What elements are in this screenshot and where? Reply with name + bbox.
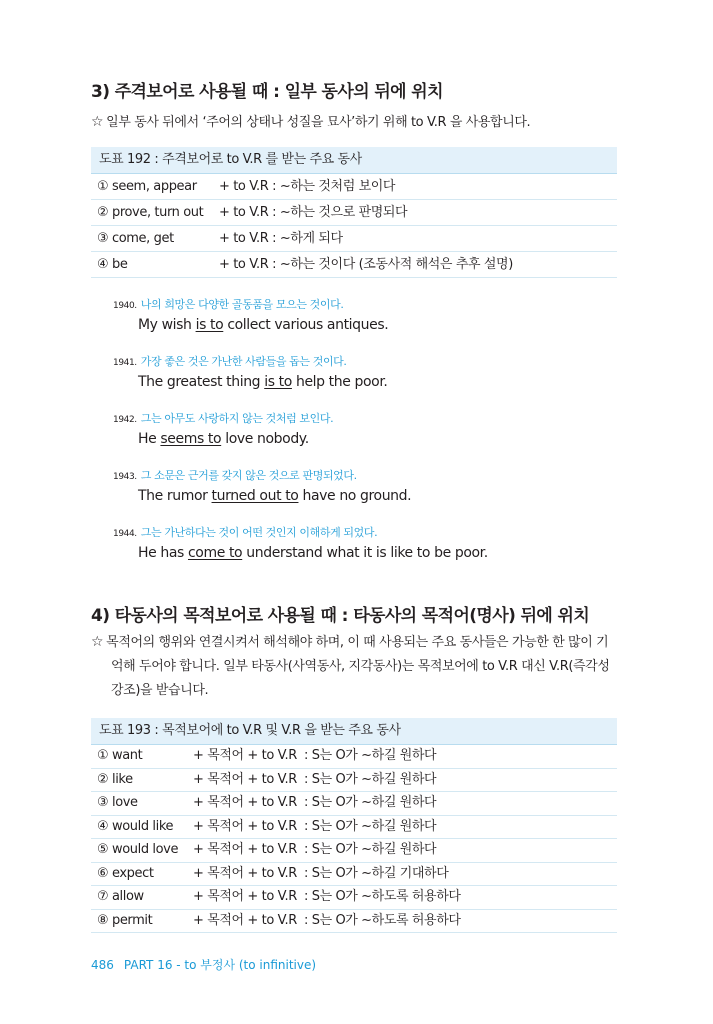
example-english-key: seems to <box>160 431 222 447</box>
table-row <box>91 886 617 910</box>
example-korean: 그는 아무도 사랑하지 않는 것처럼 보인다. <box>140 412 334 425</box>
verb-cell: ④ would like <box>97 818 174 834</box>
example-korean: 그 소문은 근거를 갖지 않은 것으로 판명되었다. <box>140 469 357 482</box>
verb-cell: ③ come, get <box>97 231 174 246</box>
example-english-post: love nobody. <box>221 431 309 447</box>
example-english-post: collect various antiques. <box>223 317 389 333</box>
example-english-post: help the poor. <box>291 374 388 390</box>
example-korean: 그는 가난하다는 것이 어떤 것인지 이해하게 되었다. <box>140 526 378 539</box>
pattern-cell: + 목적어 + to V.R <box>193 842 297 857</box>
example-english <box>138 545 613 561</box>
table-row <box>91 226 617 252</box>
meaning-cell: : S는 O가 ~하도록 허용하다 <box>304 889 461 904</box>
example-english-key: come to <box>188 545 243 561</box>
table-row <box>91 863 617 887</box>
meaning-cell: : S는 O가 ~하길 기대하다 <box>304 865 449 881</box>
verb-cell: ② prove, turn out <box>97 205 204 220</box>
verb-cell: ③ love <box>97 795 138 810</box>
table-row <box>91 910 617 934</box>
example-english-pre: My wish <box>138 317 196 333</box>
pattern-cell: + 목적어 + to V.R <box>193 748 297 763</box>
example-english-key: is to <box>195 317 224 333</box>
example-english-post: have no ground. <box>298 488 412 504</box>
pattern-cell: + 목적어 + to V.R <box>193 889 297 904</box>
verb-cell: ② like <box>97 771 133 787</box>
note-text: 일부 동사 뒤에서 ‘주어의 상태나 성질을 묘사’하기 위해 to V.R 을 사용합니다. <box>106 115 531 130</box>
verb-cell: ⑥ expect <box>97 865 154 881</box>
page-footer <box>91 956 316 973</box>
example-english <box>138 431 613 447</box>
verb-cell: ① seem, appear <box>97 179 197 194</box>
example-english <box>138 488 613 504</box>
note-line: 강조)을 받습니다. <box>111 683 209 698</box>
example-item <box>113 296 613 333</box>
meaning-cell: : S는 O가 ~하길 원하다 <box>304 771 437 787</box>
verb-cell: ⑦ allow <box>97 889 144 904</box>
table-row <box>91 200 617 226</box>
table-title: 도표 193 : 목적보어에 to V.R 및 V.R 을 받는 주요 동사 <box>91 718 617 745</box>
example-english <box>138 317 613 333</box>
example-item <box>113 524 613 561</box>
star-outline-icon: ☆ <box>91 634 104 650</box>
example-english-post: understand what it is like to be poor. <box>242 545 488 561</box>
note-line: 억해 두어야 합니다. 일부 타동사(사역동사, 지각동사)는 목적보어에 to V.R 대신 V.R(즉각성 <box>111 659 610 674</box>
pattern-cell: + 목적어 + to V.R <box>193 818 297 834</box>
example-english-key: is to <box>264 374 292 390</box>
example-item <box>113 410 613 447</box>
pattern-cell: + 목적어 + to V.R <box>193 865 297 881</box>
pattern-cell: + 목적어 + to V.R <box>193 912 297 928</box>
example-korean: 나의 희망은 다양한 골동품을 모으는 것이다. <box>140 298 344 311</box>
pattern-cell: + 목적어 + to V.R <box>193 771 297 787</box>
meaning-cell: : S는 O가 ~하길 원하다 <box>304 842 437 857</box>
meaning-cell: : S는 O가 ~하길 원하다 <box>304 795 437 810</box>
example-number: 1942. <box>113 415 137 425</box>
table-row <box>91 839 617 863</box>
meaning-cell: + to V.R : ~하는 것으로 판명되다 <box>219 205 408 220</box>
meaning-cell: + to V.R : ~하게 되다 <box>219 231 343 246</box>
example-english-pre: The greatest thing <box>138 374 265 390</box>
meaning-cell: : S는 O가 ~하도록 허용하다 <box>304 912 461 928</box>
table-row <box>91 745 617 769</box>
example-item <box>113 353 613 390</box>
verb-cell: ⑧ permit <box>97 912 153 928</box>
section-heading: 3) 주격보어로 사용될 때 : 일부 동사의 뒤에 위치 <box>91 82 443 102</box>
verb-table-192 <box>91 147 617 278</box>
verb-table-193 <box>91 718 617 933</box>
example-english <box>138 374 613 390</box>
example-korean: 가장 좋은 것은 가난한 사람들을 돕는 것이다. <box>140 355 347 368</box>
verb-cell: ① want <box>97 748 143 763</box>
meaning-cell: + to V.R : ~하는 것처럼 보이다 <box>219 179 396 194</box>
page-number: 486 <box>91 958 114 972</box>
example-number: 1941. <box>113 358 137 368</box>
pattern-cell: + 목적어 + to V.R <box>193 795 297 810</box>
table-title: 도표 192 : 주격보어로 to V.R 를 받는 주요 동사 <box>91 147 617 174</box>
example-english-pre: The rumor <box>138 488 212 504</box>
example-english-pre: He <box>138 431 161 447</box>
meaning-cell: + to V.R : ~하는 것이다 (조동사적 해석은 추후 설명) <box>219 257 513 272</box>
chapter-title: PART 16 - to 부정사 (to infinitive) <box>123 958 317 972</box>
example-number: 1944. <box>113 529 137 539</box>
example-english-key: turned out to <box>211 488 299 504</box>
table-row <box>91 252 617 278</box>
table-row <box>91 769 617 793</box>
note-paragraph <box>91 630 621 703</box>
example-number: 1943. <box>113 472 137 482</box>
verb-cell: ④ be <box>97 257 128 272</box>
note-paragraph <box>91 110 621 135</box>
verb-cell: ⑤ would love <box>97 842 179 857</box>
example-item <box>113 467 613 504</box>
section-heading: 4) 타동사의 목적보어로 사용될 때 : 타동사의 목적어(명사) 뒤에 위치 <box>91 606 590 626</box>
example-number: 1940. <box>113 301 137 311</box>
table-row <box>91 792 617 816</box>
table-row <box>91 816 617 840</box>
note-line: 목적어의 행위와 연결시켜서 해석해야 하며, 이 때 사용되는 주요 동사들은 가능한 한 많이 기 <box>106 635 609 650</box>
star-outline-icon: ☆ <box>91 114 104 130</box>
table-row <box>91 174 617 200</box>
meaning-cell: : S는 O가 ~하길 원하다 <box>304 818 437 834</box>
example-english-pre: He has <box>138 545 188 561</box>
meaning-cell: : S는 O가 ~하길 원하다 <box>304 748 437 763</box>
